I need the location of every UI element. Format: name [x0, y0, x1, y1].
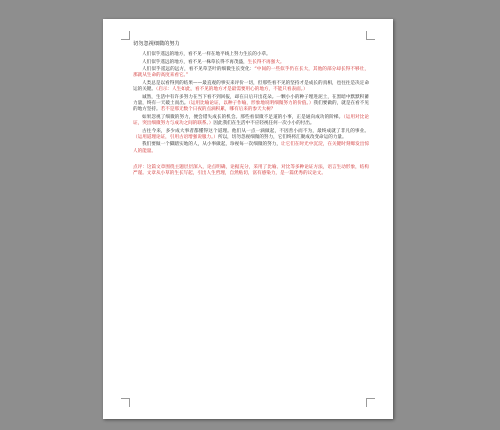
body-paragraph	[133, 115, 369, 127]
paragraph-text: 所以，切勿忽视细微的努力，它们终将汇聚成改变命运的力量。	[217, 134, 347, 140]
body-paragraph	[133, 95, 369, 114]
crop-mark-top-left	[121, 31, 130, 40]
paragraph-text: 诚然，生活中有许多努力在当下看不到回报，却在日后开出花朵。一颗小小的种子埋进泥土，在黑暗中默默积蓄力量，终有一天破土而出。	[133, 94, 369, 106]
annotation-text: 若不是那无数个日夜的点滴积累，哪有后来的参天大树？	[160, 107, 276, 113]
annotation-text: （运用道理论证，引用古语增强说服力。）	[133, 134, 218, 140]
body-paragraph	[133, 52, 369, 58]
paragraph-text: 我们要做的，就是在看不见的地方坚持。	[133, 100, 369, 113]
annotation-text: 让它们在时光中沉淀，在关键时刻爆发出惊人的能量。	[133, 142, 369, 154]
body-paragraph	[133, 67, 369, 79]
crop-mark-bottom-right	[366, 398, 375, 407]
paragraph-text: 我们要做一个脚踏实地的人，从小事做起，珍视每一次细微的努力，	[142, 142, 281, 148]
crop-mark-bottom-left	[121, 398, 130, 407]
paragraph-text: 古往今来，多少成大事者都懂得这个道理。他们从一点一滴做起，不因善小而不为，最终成就了非凡的事业。	[142, 128, 369, 134]
body-paragraph	[133, 142, 369, 154]
document-body	[133, 52, 369, 155]
paragraph-text: 人们似乎遥远的地方，看不见一株草长得不再茂盛，	[142, 59, 248, 65]
annotation-text: （启示：人生如此，看不见的地方才是最需要用心的地方，不能只看表面。）	[155, 87, 308, 93]
teacher-comment: 点评：这篇文章围绕主题层层深入，论点明确，论据充分，采用了比喻、对比等多种论证方法，语言生动形象，结构严谨。文章从小草的生长写起，引出人生哲理，自然贴切，富有感染力，是一篇优秀的议论文。	[133, 164, 369, 176]
paragraph-text: 人类总是以看得到的结果——最直观的事实来评价一切，但那些看不见的坚持才是成长的真相，也往往是决定命运的关键。	[133, 80, 369, 93]
body-paragraph	[133, 81, 369, 93]
annotation-text: “中间的一些似乎仍在长大，其他的部分却长得不够壮，那就从生命的高度来看它。”	[133, 67, 369, 79]
document-page	[103, 19, 393, 419]
document-content	[133, 41, 369, 177]
paragraph-text: 人们似乎遥远的远方，看不见草茎叶的细微生长变化：	[142, 67, 255, 73]
paragraph-text: 人们似乎遥远的地方，看不见一样在地平线上努力生长的小草。	[142, 52, 271, 57]
annotation-text: 生长得不再强大。	[247, 59, 285, 65]
body-paragraph	[133, 129, 369, 141]
annotation-text: （运用比喻论证，以种子作喻，形象地说明细微努力的价值。）	[188, 100, 314, 106]
document-title: 切勿忽视细微的努力	[133, 41, 180, 47]
crop-mark-top-right	[366, 31, 375, 40]
body-paragraph	[133, 60, 369, 66]
paragraph-text: 因此我们在生活中不应轻视任何一次小小的付出。	[213, 120, 315, 126]
annotation-text: （运用对比论证，突出细微努力与成功之间的联系。）	[133, 114, 369, 126]
paragraph-text: 如果忽视了细微的努力，便会错失成长的机会。那些看似微不足道的小事，正是通向成功的阶梯。	[142, 114, 344, 120]
